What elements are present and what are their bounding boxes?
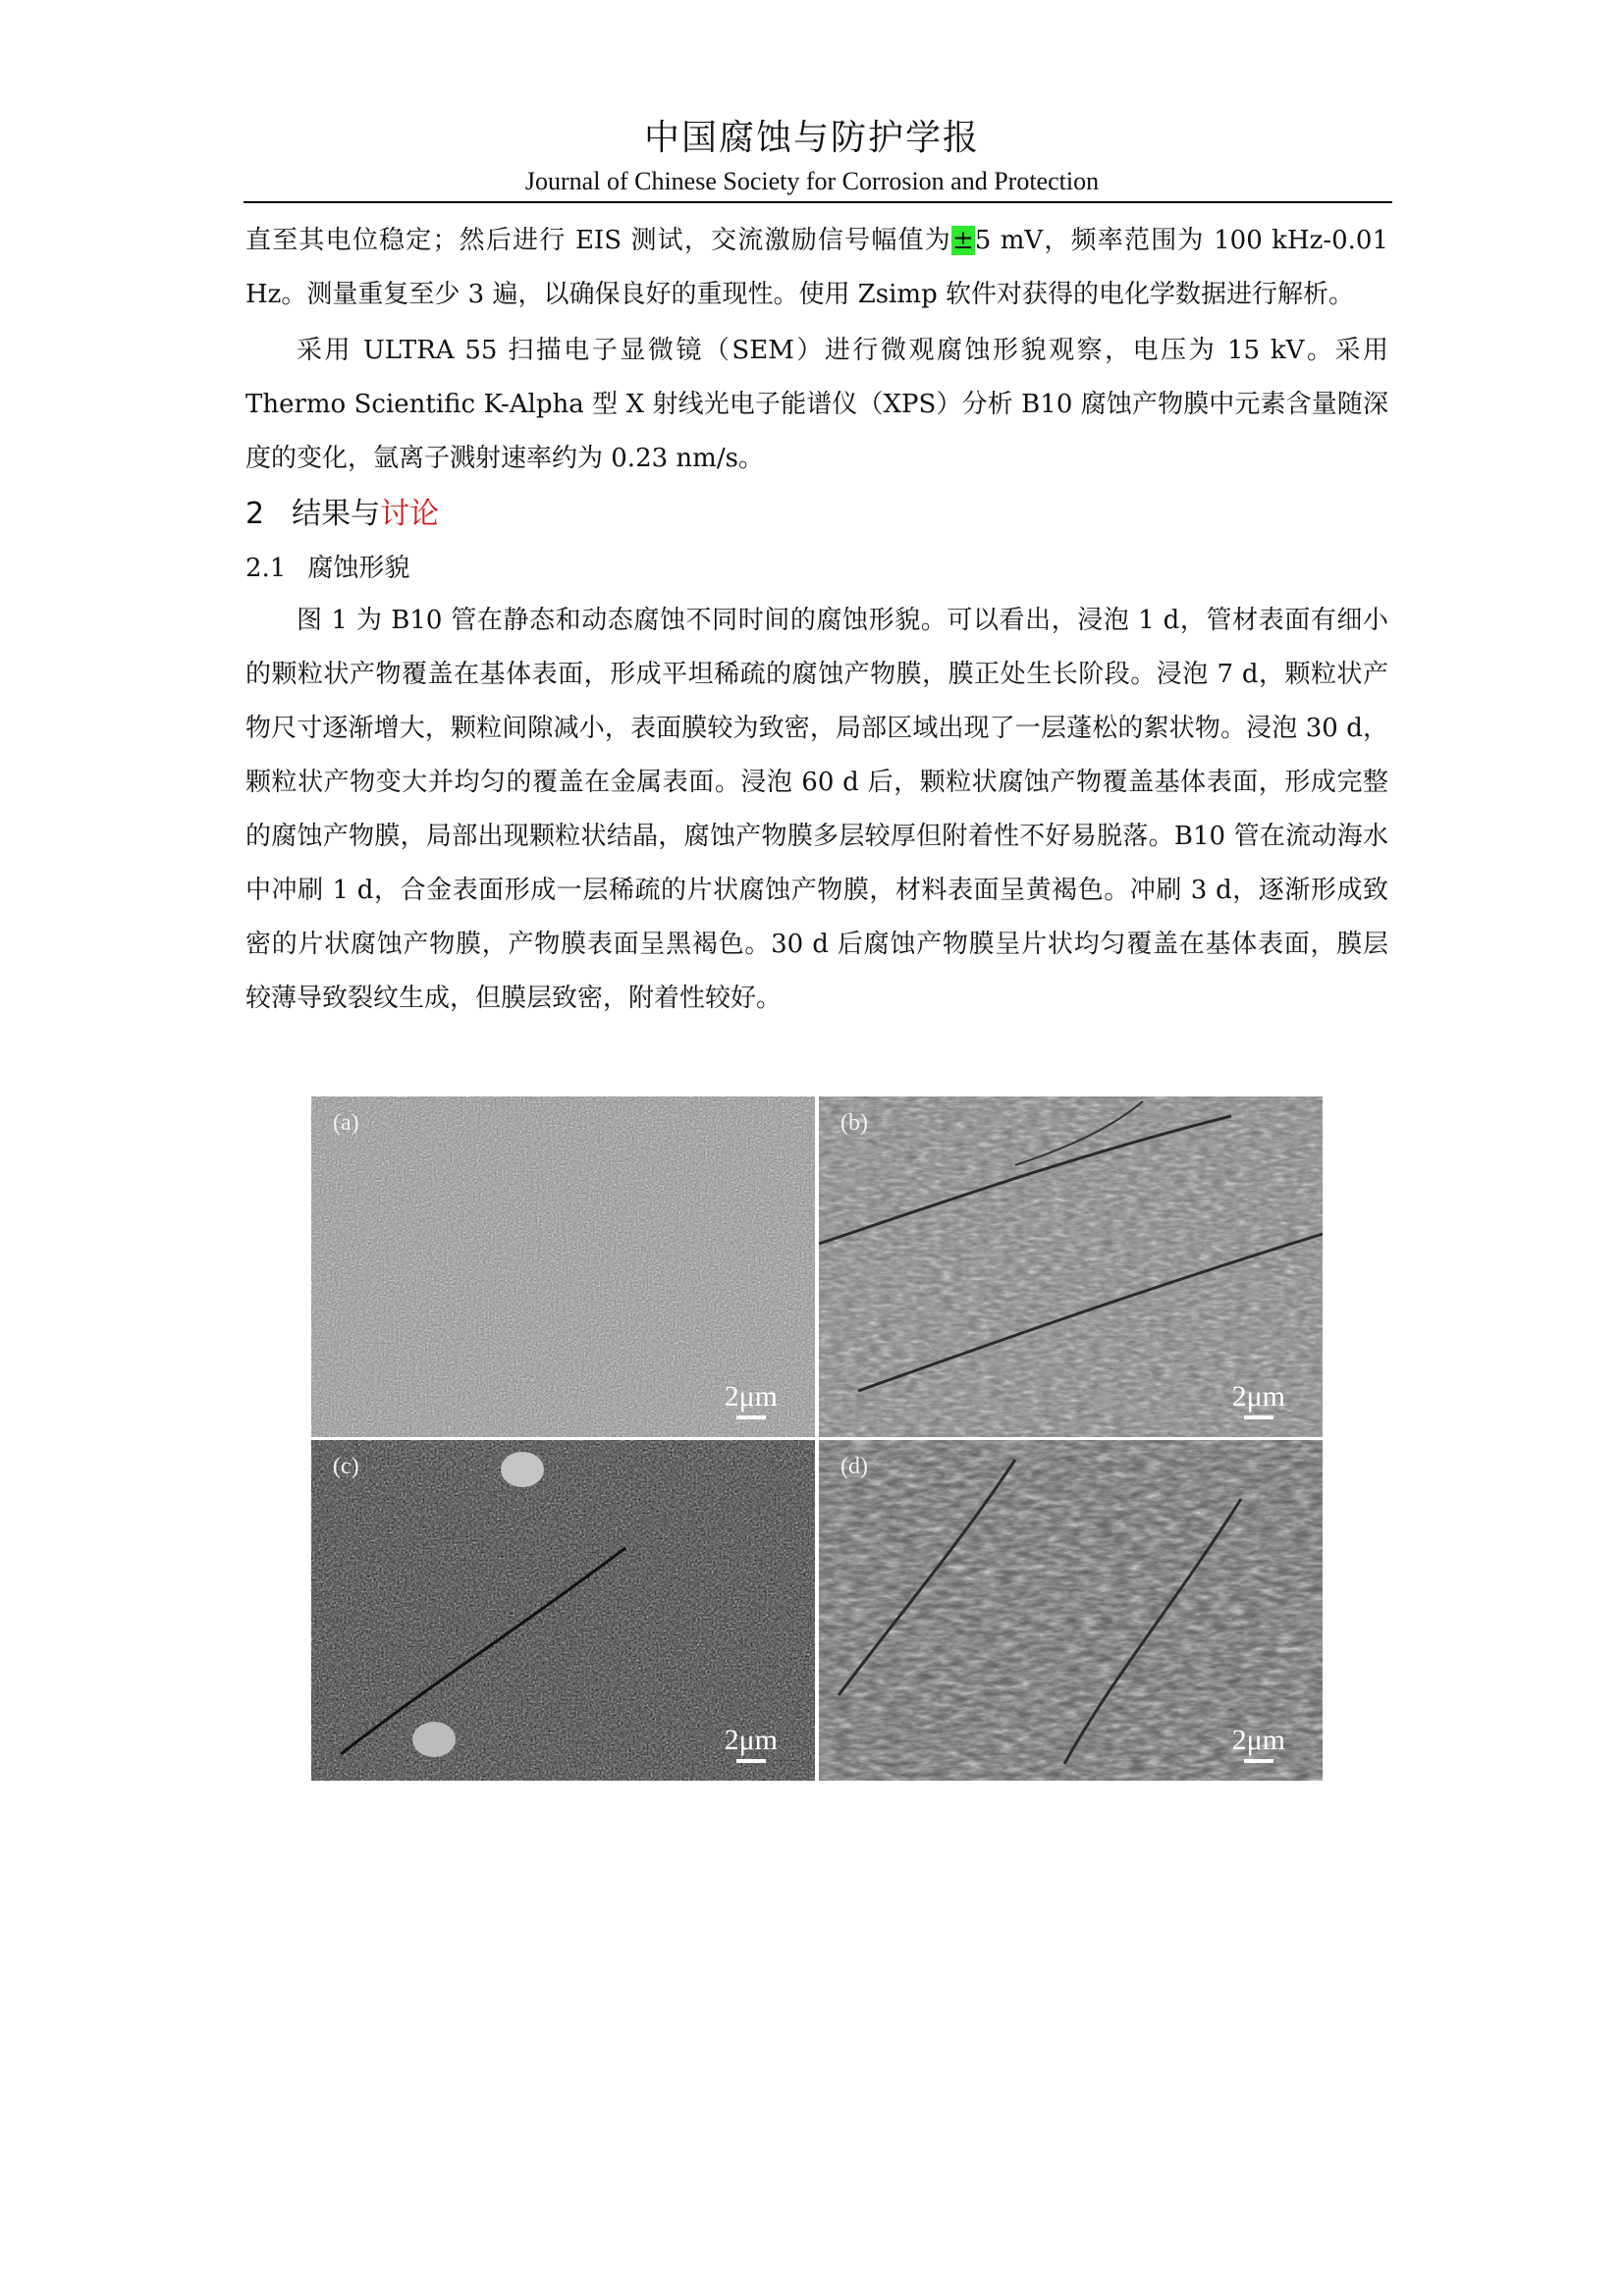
- panel-label-c: (c): [333, 1454, 359, 1479]
- scale-text-b: 2μm: [1231, 1380, 1285, 1413]
- sem-panel-b: [819, 1096, 1323, 1437]
- scale-text-c: 2μm: [724, 1724, 778, 1756]
- scale-bar-d: [1232, 1724, 1285, 1763]
- section-heading-2: [245, 486, 1388, 543]
- paragraph-eis: [245, 214, 1388, 322]
- paragraph-eis-text-a: 直至其电位稳定；然后进行 EIS 测试，交流激励信号幅值为: [245, 226, 951, 255]
- sem-panel-d: [819, 1440, 1323, 1781]
- scale-line-d: [1244, 1759, 1273, 1763]
- panel-label-b: (b): [840, 1110, 868, 1136]
- subsection-number: 2.1: [245, 554, 287, 583]
- scale-bar-b: [1232, 1380, 1285, 1419]
- sem-panel-a: [311, 1096, 815, 1437]
- panel-label-d: (d): [840, 1454, 868, 1479]
- paragraph-morphology: 图 1 为 B10 管在静态和动态腐蚀不同时间的腐蚀形貌。可以看出，浸泡 1 d，管材表面有细小的颗粒状产物覆盖在基体表面，形成平坦稀疏的腐蚀产物膜，膜正处生长阶段。浸泡 7 d，颗粒状产物尺寸逐渐增大，颗粒间隙减小，表面膜较为致密，局部区域出现了一层蓬松的絮状物。浸泡 30 d，颗粒状产物变大并均匀的覆盖在金属表面。浸泡 60 d 后，颗粒状腐蚀产物覆盖基体表面，形成完整的腐蚀产物膜，局部出现颗粒状结晶，腐蚀产物膜多层较厚但附着性不好易脱落。B10 管在流动海水中冲刷 1 d，合金表面形成一层稀疏的片状腐蚀产物膜，材料表面呈黄褐色。冲刷 3 d，逐渐形成致密的片状腐蚀产物膜，产物膜表面呈黑褐色。30 d 后腐蚀产物膜呈片状均匀覆盖在基体表面，膜层 较薄导致裂纹生成，但膜层致密，附着性较好。: [245, 606, 1388, 1013]
- scale-bar-c: [725, 1724, 778, 1763]
- scale-bar-a: [725, 1380, 778, 1419]
- scale-text-a: 2μm: [724, 1380, 778, 1413]
- journal-title: 中国腐蚀与防护学报: [643, 118, 980, 158]
- journal-subtitle: Journal of Chinese Society for Corrosion and Protection: [524, 167, 1100, 195]
- panel-label-a: (a): [333, 1110, 359, 1136]
- section-title-black: 结果与: [292, 497, 381, 531]
- section-title-red: 讨论: [380, 497, 440, 531]
- header-rule: [244, 201, 1392, 203]
- paragraph-eis-text-b: 5 mV，频率范围为 100 kHz-0.01 Hz。测量重复至少 3 遍，以确保良好的重现性。使用 Zsimp 软件对获得的电化学数据进行解析。: [245, 226, 1389, 309]
- section-number: 2: [245, 497, 265, 531]
- scale-line-a: [736, 1415, 766, 1419]
- highlight-mark: ±: [951, 226, 974, 255]
- subsection-title: 腐蚀形貌: [307, 554, 410, 583]
- scale-line-c: [736, 1759, 766, 1763]
- section-heading-2-1: [245, 543, 1388, 594]
- paragraph-sem-xps: 采用 ULTRA 55 扫描电子显微镜（SEM）进行微观腐蚀形貌观察，电压为 15 kV。采用 Thermo Scientific K-Alpha 型 X 射线光电子能谱仪（XPS）分析 B10 腐蚀产物膜中元素含量随深度的变化，氩离子溅射速率约为 0.23 nm/s。: [245, 336, 1388, 473]
- scale-line-b: [1244, 1415, 1273, 1419]
- sem-figure: [311, 1096, 1323, 1781]
- scale-text-d: 2μm: [1231, 1724, 1285, 1756]
- sem-panel-c: [311, 1440, 815, 1781]
- article-body: [245, 214, 1388, 1026]
